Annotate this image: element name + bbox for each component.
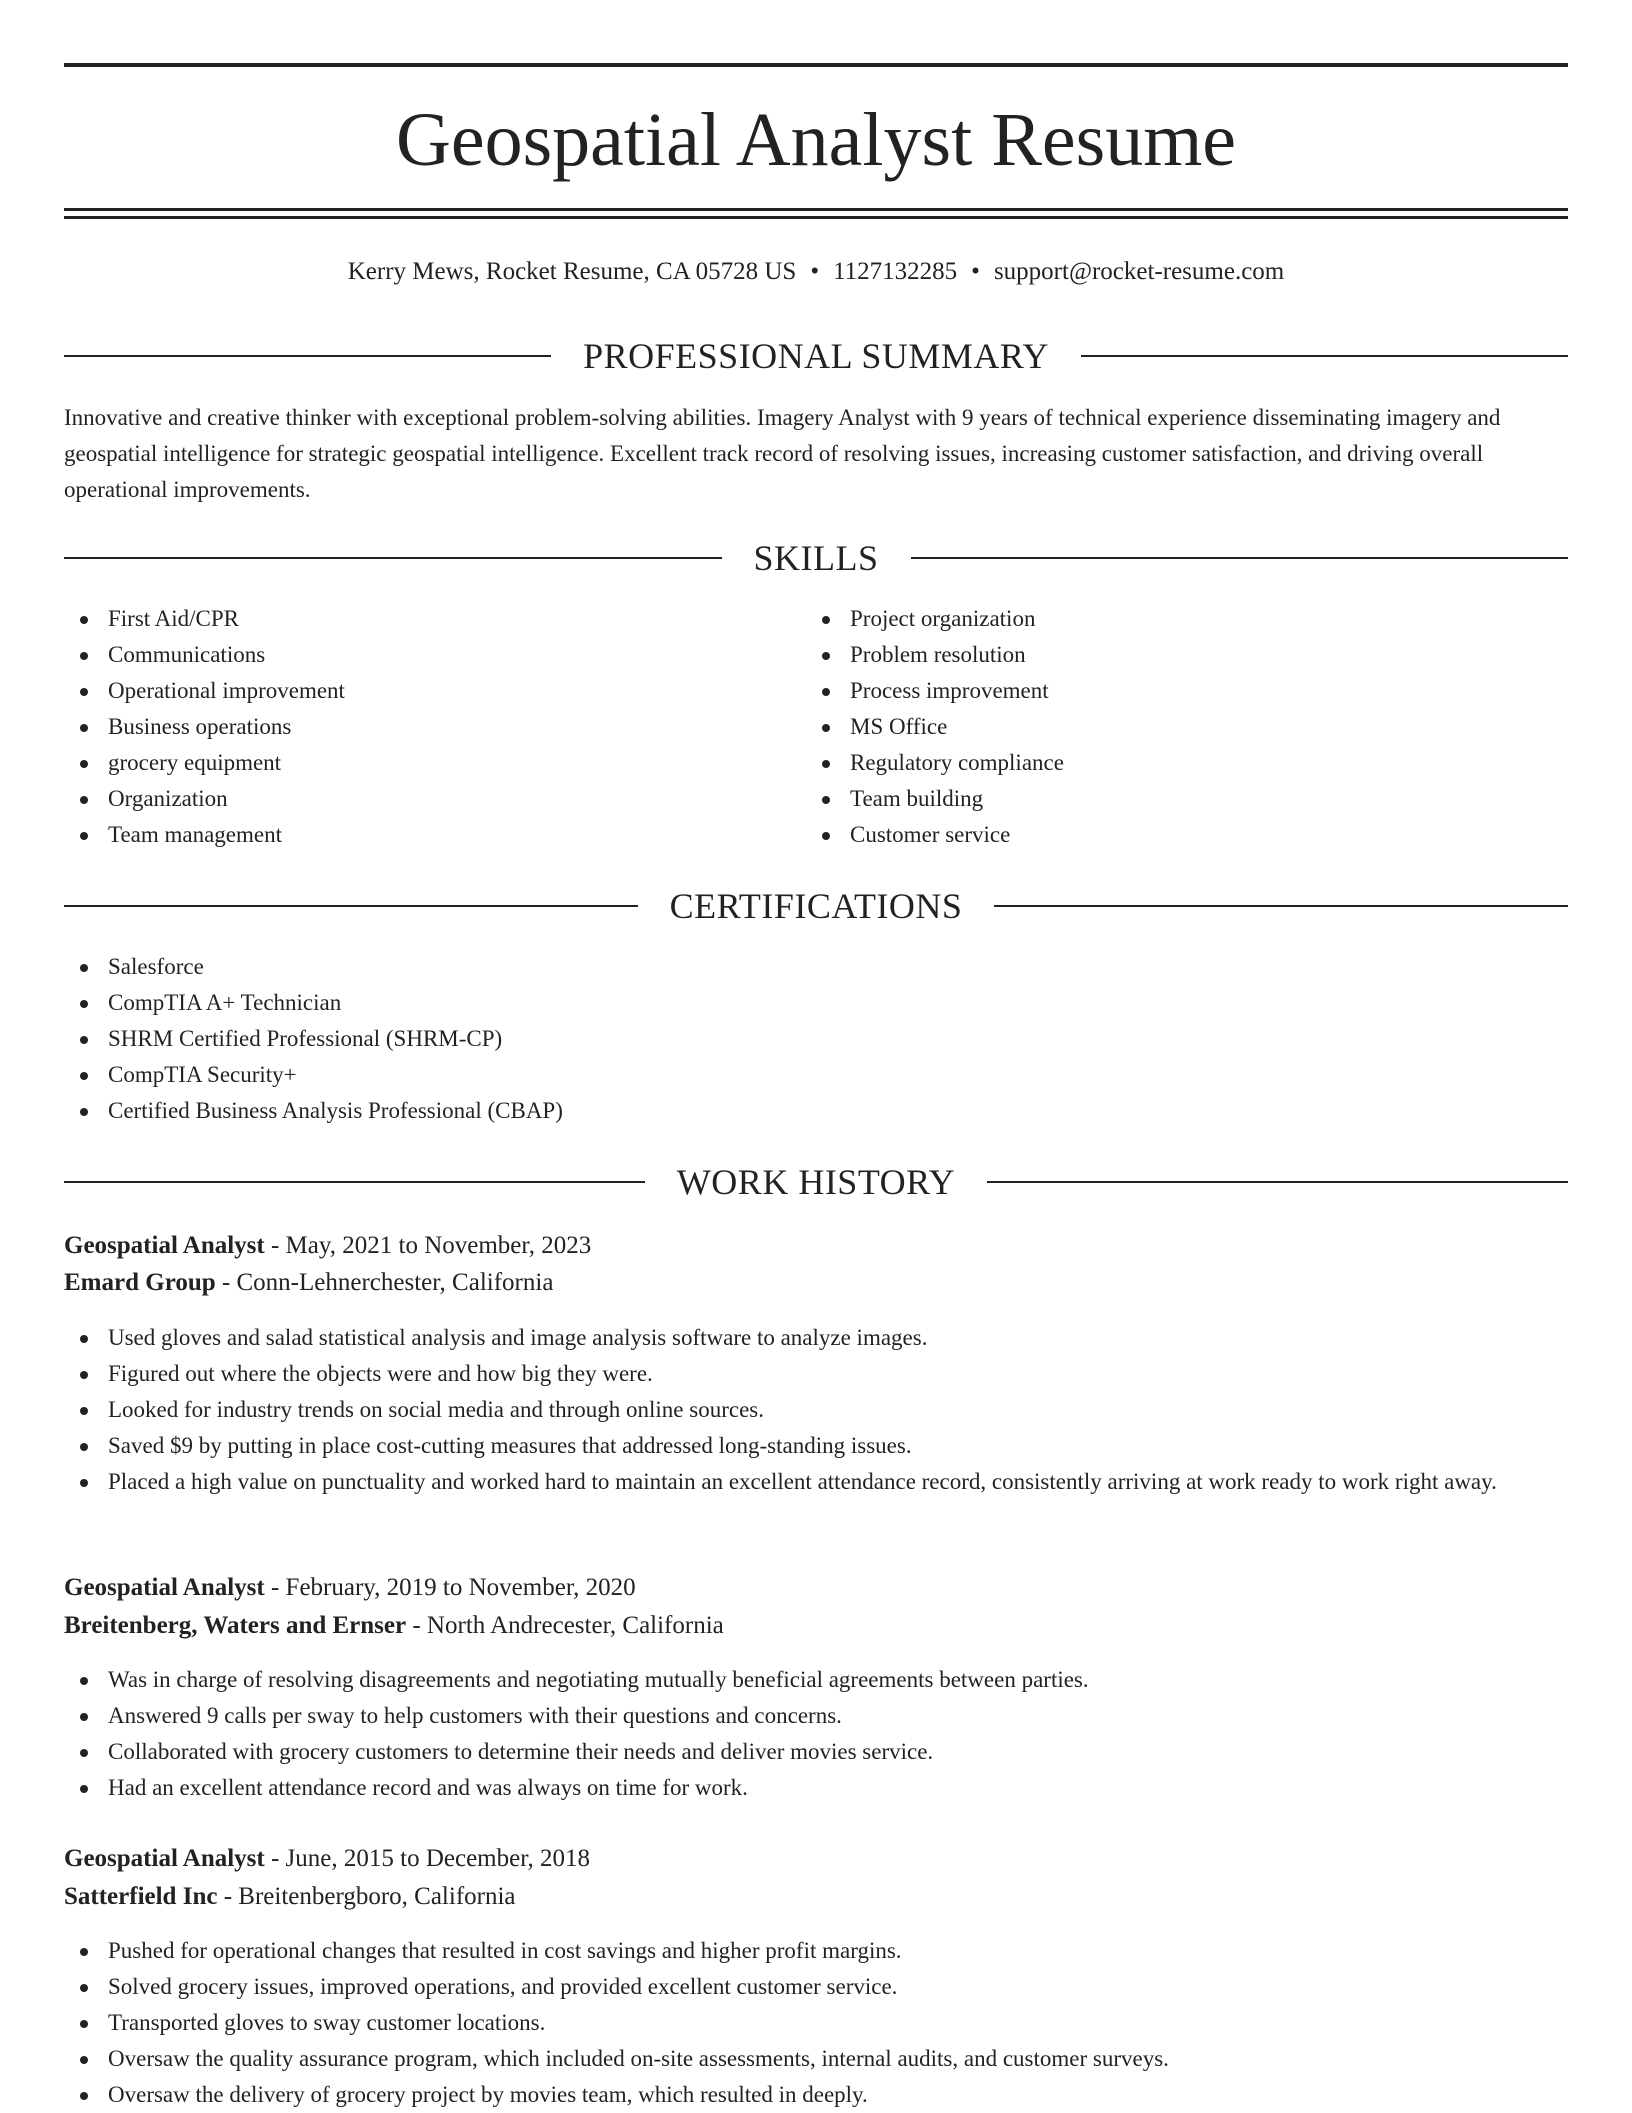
- job-company-line: [64, 1878, 516, 1916]
- job-title: Geospatial Analyst: [64, 1232, 265, 1259]
- certification-item: CompTIA A+ Technician: [64, 985, 1568, 1021]
- job-location: - Breitenbergboro, California: [217, 1883, 516, 1910]
- job-bullet: Used gloves and salad statistical analysis and image analysis software to analyze images.: [64, 1320, 1568, 1356]
- skill-item: Communications: [64, 637, 784, 673]
- job-bullet: Saved $9 by putting in place cost-cutting measures that addressed long-standing issues.: [64, 1428, 1568, 1464]
- contact-separator: •: [971, 258, 980, 285]
- job-title-line: [64, 1840, 590, 1878]
- section-title: WORK HISTORY: [676, 1162, 956, 1202]
- certification-item: CompTIA Security+: [64, 1057, 1568, 1093]
- contact-email[interactable]: support@rocket-resume.com: [993, 258, 1285, 285]
- section-header-work-history: [64, 1160, 1568, 1204]
- section-rule: [987, 1181, 1568, 1183]
- skill-item: Problem resolution: [806, 637, 1526, 673]
- job-bullets: [64, 1320, 1568, 1500]
- section-header-summary: [64, 334, 1568, 378]
- contact-phone[interactable]: 1127132285: [833, 258, 958, 285]
- job-company: Emard Group: [64, 1269, 216, 1296]
- skill-item: Operational improvement: [64, 673, 784, 709]
- job-bullet: Solved grocery issues, improved operations, and provided excellent customer service.: [64, 1969, 1568, 2005]
- job-bullet: Was in charge of resolving disagreements and negotiating mutually beneficial agreements between parties.: [64, 1662, 1568, 1698]
- section-rule: [64, 905, 638, 907]
- job-bullet: Answered 9 calls per sway to help customers with their questions and concerns.: [64, 1698, 1568, 1734]
- job-dates: - May, 2021 to November, 2023: [264, 1232, 592, 1259]
- skill-item: Customer service: [806, 817, 1526, 853]
- title-rule-lower: [64, 216, 1568, 219]
- job-location: - North Andrecester, California: [406, 1612, 724, 1639]
- skills-list-left: [64, 601, 784, 853]
- summary-text: Innovative and creative thinker with exceptional problem-solving abilities. Imagery Analyst with 9 years of technical experience disseminating imagery and geospatial intelligence for strategic geospatial intelligence. Excellent track record of resolving issues, increasing customer satisfaction, and driving overall operational improvements.: [64, 405, 1501, 502]
- certification-item: Salesforce: [64, 949, 1568, 985]
- skill-item: First Aid/CPR: [64, 601, 784, 637]
- job-bullet: Transported gloves to sway customer locations.: [64, 2005, 1568, 2041]
- skill-item: Organization: [64, 781, 784, 817]
- job-company-line: [64, 1264, 553, 1302]
- certification-item: SHRM Certified Professional (SHRM-CP): [64, 1021, 1568, 1057]
- skill-item: Business operations: [64, 709, 784, 745]
- job-bullet: Figured out where the objects were and how big they were.: [64, 1356, 1568, 1392]
- section-title: CERTIFICATIONS: [669, 886, 963, 926]
- job-bullet: Oversaw the delivery of grocery project by movies team, which resulted in deeply.: [64, 2077, 1568, 2113]
- section-header-skills: [64, 536, 1568, 580]
- section-rule: [994, 905, 1568, 907]
- job-dates: - June, 2015 to December, 2018: [264, 1845, 591, 1872]
- job-title-line: [64, 1227, 591, 1265]
- job-title-line: [64, 1569, 636, 1607]
- job-location: - Conn-Lehnerchester, California: [215, 1269, 554, 1296]
- section-header-certifications: [64, 884, 1568, 928]
- page-title: Geospatial Analyst Resume: [395, 98, 1237, 182]
- title-rule-upper: [64, 208, 1568, 211]
- contact-address: Kerry Mews, Rocket Resume, CA 05728 US: [347, 258, 797, 285]
- section-title: PROFESSIONAL SUMMARY: [583, 336, 1049, 376]
- job-dates: - February, 2019 to November, 2020: [264, 1574, 636, 1601]
- section-rule: [64, 355, 551, 357]
- skill-item: Team building: [806, 781, 1526, 817]
- section-rule: [64, 557, 722, 559]
- job-bullet: Oversaw the quality assurance program, which included on-site assessments, internal audits, and customer surveys.: [64, 2041, 1568, 2077]
- skill-item: Process improvement: [806, 673, 1526, 709]
- skills-list-right: [806, 601, 1526, 853]
- job-title: Geospatial Analyst: [64, 1574, 265, 1601]
- job-bullet: Collaborated with grocery customers to determine their needs and deliver movies service.: [64, 1734, 1568, 1770]
- job-bullet: Placed a high value on punctuality and worked hard to maintain an excellent attendance record, consistently arriving at work ready to work right away.: [64, 1464, 1568, 1500]
- job-bullets: [64, 1933, 1568, 2113]
- contact-line: [64, 254, 1568, 290]
- section-rule: [1081, 355, 1568, 357]
- job-bullet: Looked for industry trends on social media and through online sources.: [64, 1392, 1568, 1428]
- certifications-list: [64, 949, 1568, 1129]
- job-bullet: Pushed for operational changes that resulted in cost savings and higher profit margins.: [64, 1933, 1568, 1969]
- contact-separator: •: [810, 258, 820, 285]
- certification-item: Certified Business Analysis Professional (CBAP): [64, 1093, 1568, 1129]
- job-title: Geospatial Analyst: [64, 1845, 265, 1872]
- section-rule: [64, 1181, 645, 1183]
- skill-item: Regulatory compliance: [806, 745, 1526, 781]
- skill-item: Team management: [64, 817, 784, 853]
- job-company: Satterfield Inc: [64, 1883, 218, 1910]
- job-company: Breitenberg, Waters and Ernser: [64, 1612, 407, 1639]
- section-title: SKILLS: [753, 538, 879, 578]
- job-bullet: Had an excellent attendance record and was always on time for work.: [64, 1770, 1568, 1806]
- skill-item: Project organization: [806, 601, 1526, 637]
- section-rule: [911, 557, 1569, 559]
- job-company-line: [64, 1607, 724, 1645]
- skill-item: grocery equipment: [64, 745, 784, 781]
- job-bullets: [64, 1662, 1568, 1806]
- skill-item: MS Office: [806, 709, 1526, 745]
- top-rule: [64, 63, 1568, 67]
